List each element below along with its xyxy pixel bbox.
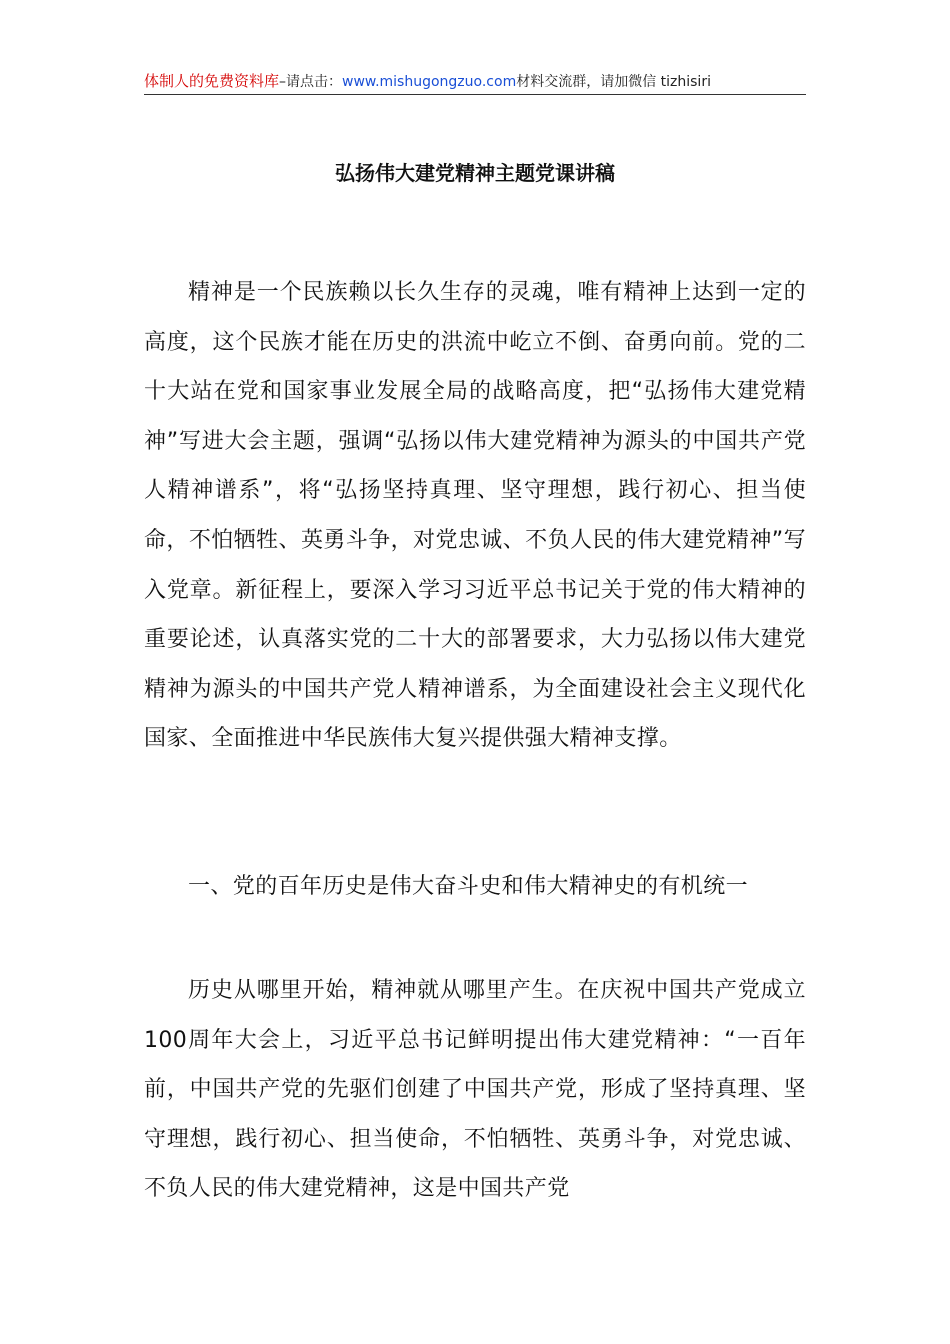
intro-paragraph: 精神是一个民族赖以长久生存的灵魂，唯有精神上达到一定的高度，这个民族才能在历史的洪流中屹立不倒、奋勇向前。党的二十大站在党和国家事业发展全局的战略高度，把“弘扬伟大建党精神”写进大会主题，强调“弘扬以伟大建党精神为源头的中国共产党人精神谱系”，将“弘扬坚持真理、坚守理想，践行初心、担当使命，不怕牺牲、英勇斗争，对党忠诚、不负人民的伟大建党精神”写入党章。新征程上，要深入学习习近平总书记关于党的伟大精神的重要论述，认真落实党的二十大的部署要求，大力弘扬以伟大建党精神为源头的中国共产党人精神谱系，为全面建设社会主义现代化国家、全面推进中华民族伟大复兴提供强大精神支撑。 [144, 280, 806, 752]
page-header [144, 68, 806, 95]
header-brand: 体制人的免费资料库 [144, 72, 280, 90]
header-url-link[interactable]: www.mishugongzuo.com [342, 74, 517, 90]
header-prompt: –请点击： [279, 74, 343, 90]
document-title: 弘扬伟大建党精神主题党课讲稿 [335, 161, 615, 185]
section-heading: 一、党的百年历史是伟大奋斗史和伟大精神史的有机统一 [188, 874, 749, 899]
section-paragraph: 历史从哪里开始，精神就从哪里产生。在庆祝中国共产党成立100周年大会上，习近平总书记鲜明提出伟大建党精神：“一百年前，中国共产党的先驱们创建了中国共产党，形成了坚持真理、坚守理想，践行初心、担当使命，不怕牺牲、英勇斗争，对党忠诚、不负人民的伟大建党精神，这是中国共产党 [144, 978, 806, 1202]
header-suffix: 材料交流群，请加微信 tizhisiri [516, 74, 711, 90]
